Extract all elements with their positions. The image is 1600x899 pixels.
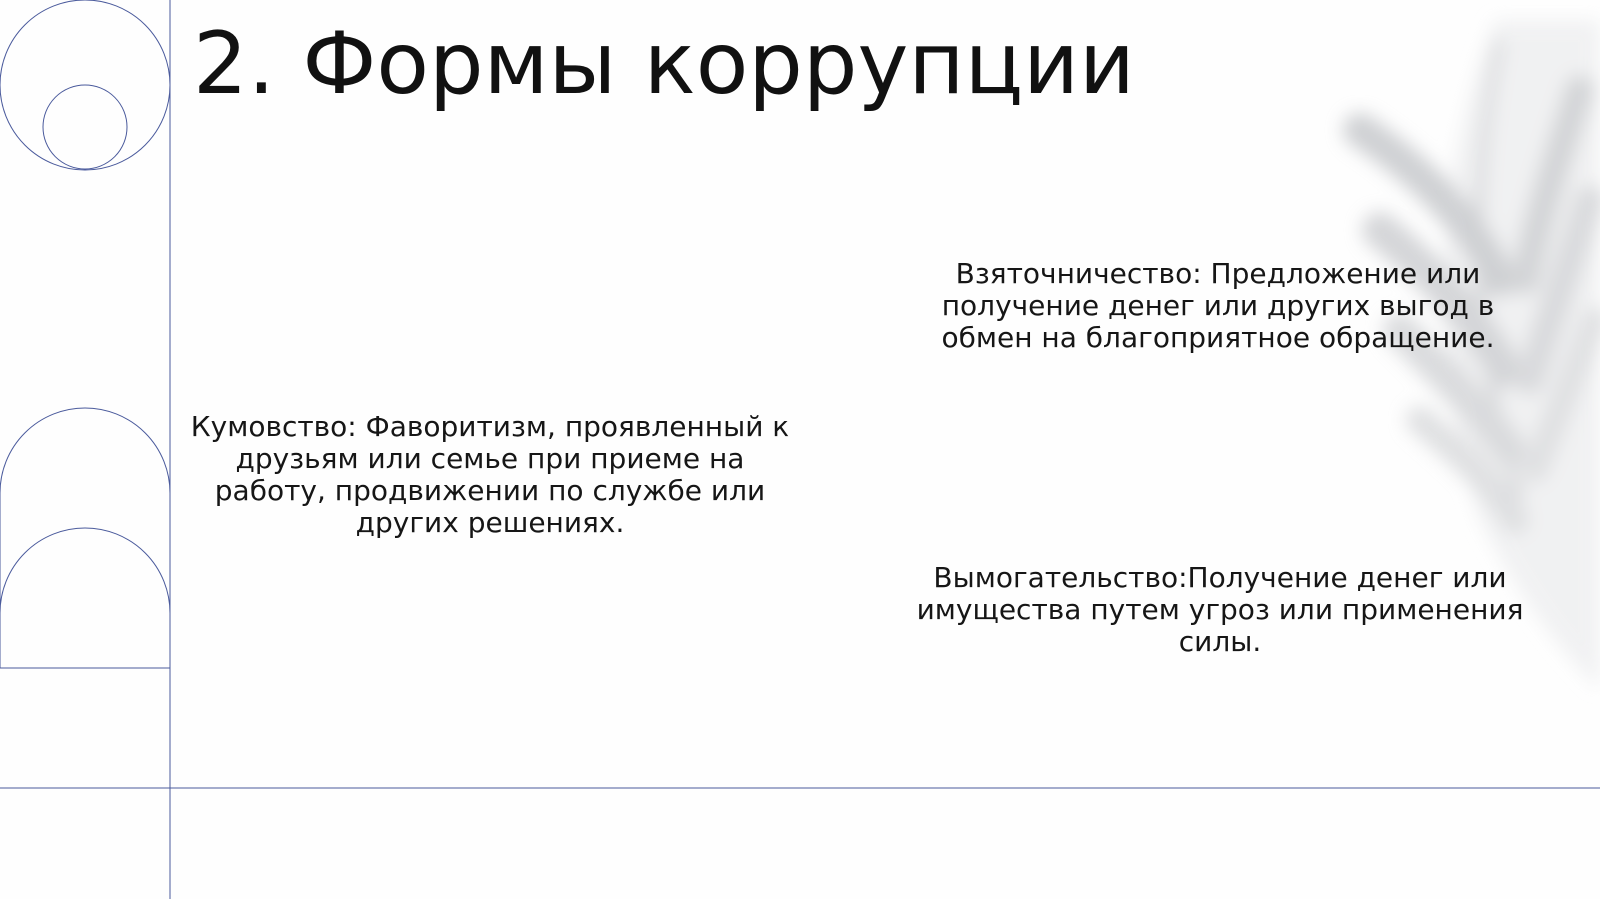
bribery-text: Взяточничество: Предложение или получение денег или других выгод в обмен на благоприятное обращение. <box>941 257 1495 354</box>
small-circle <box>43 85 127 169</box>
extortion-text: Вымогательство:Получение денег или имущества путем угроз или применения силы. <box>916 561 1524 658</box>
upper-arch <box>0 408 170 668</box>
lower-arch <box>0 528 170 668</box>
slide-title: 2. Формы коррупции <box>193 14 1135 114</box>
nepotism-text: Кумовство: Фаворитизм, проявленный к друзьям или семье при приеме на работу, продвижении по службе или других решениях. <box>190 410 790 539</box>
